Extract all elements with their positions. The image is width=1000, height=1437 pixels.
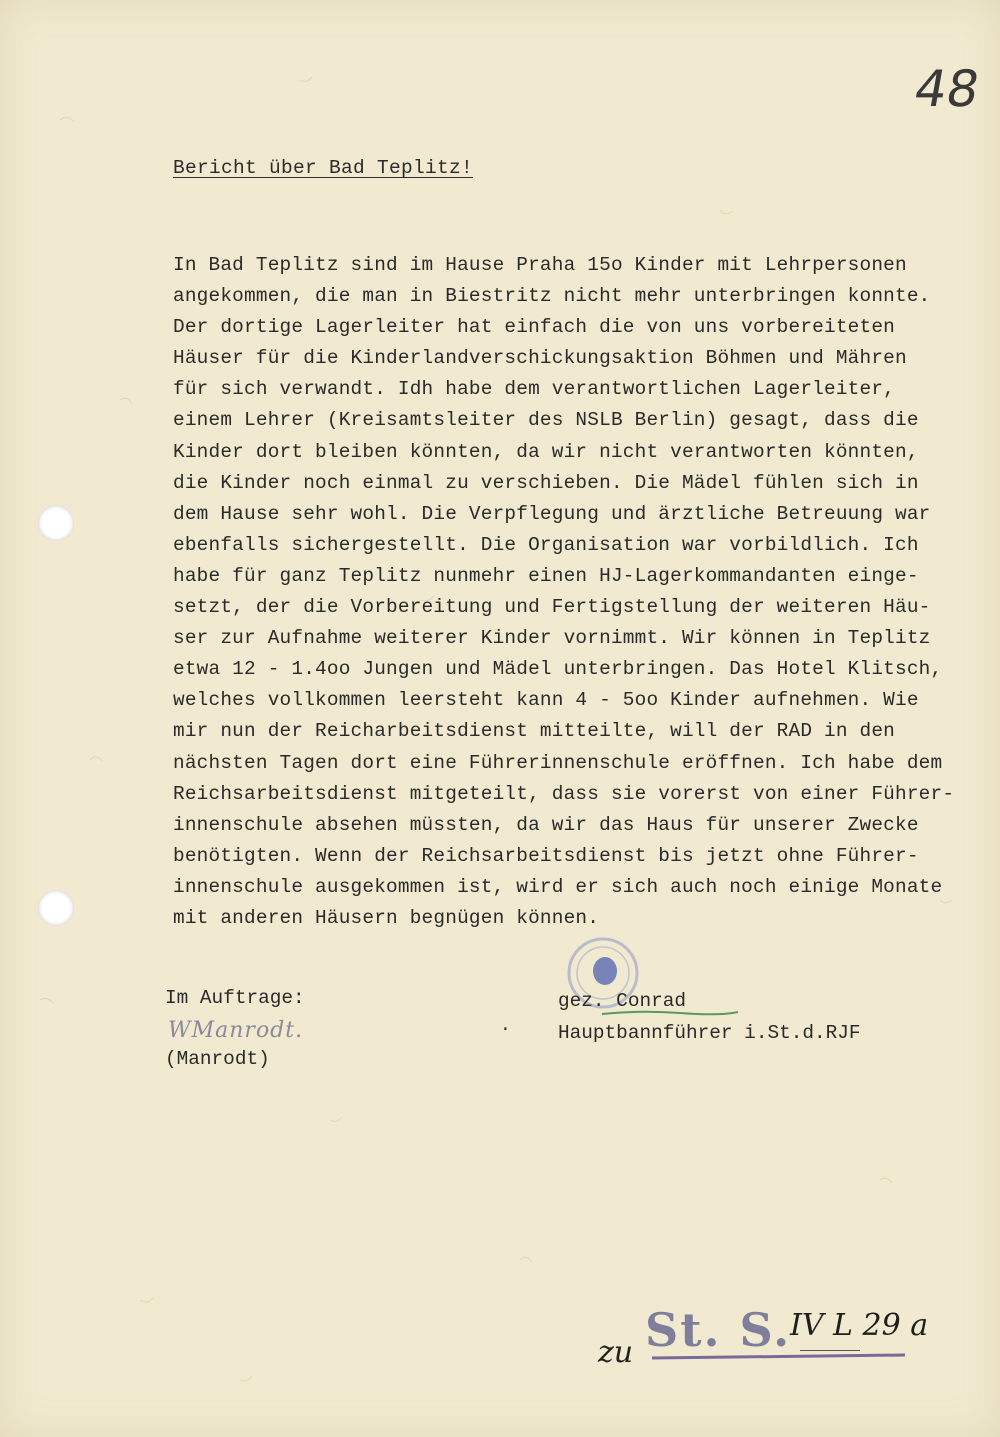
handwritten-reference: IV L 29 a — [790, 1308, 929, 1343]
green-underline — [600, 1008, 740, 1018]
body-line: ebenfalls sichergestellt. Die Organisation war vorbildlich. Ich — [173, 533, 919, 556]
punch-hole — [38, 505, 74, 541]
body-line: mit anderen Häusern begnügen können. — [173, 906, 600, 929]
body-line: benötigten. Wenn der Reichsarbeitsdienst bis jetzt ohne Führer- — [173, 844, 919, 867]
body-line: innenschule absehen müssten, da wir das Haus für unserer Zwecke — [173, 813, 919, 836]
body-line: habe für ganz Teplitz nunmehr einen HJ-Lagerkommandanten einge- — [173, 564, 919, 587]
body-line: welches vollkommen leersteht kann 4 - 5oo Kinder aufnehmen. Wie — [173, 689, 919, 712]
signer-name: (Manrodt) — [165, 1048, 270, 1070]
page-number: 48 — [909, 60, 984, 118]
body-line: innenschule ausgekommen ist, wird er sich auch noch einige Monate — [173, 875, 943, 898]
document-title: Bericht über Bad Teplitz! — [173, 157, 474, 179]
punch-hole — [38, 890, 74, 926]
handwritten-signature: WManrodt. — [168, 1018, 304, 1043]
mark-dot: · — [500, 1020, 511, 1040]
report-body — [173, 250, 973, 934]
body-line: setzt, der die Vorbereitung und Fertigstellung der weiteren Häu- — [173, 596, 931, 619]
body-line: für sich verwandt. Idh habe dem verantwortlichen Lagerleiter, — [173, 378, 896, 401]
body-line: dem Hause sehr wohl. Die Verpflegung und ärztliche Betreuung war — [173, 502, 931, 525]
archive-stamp: St. S. — [645, 1303, 792, 1357]
body-line: die Kinder noch einmal zu verschieben. Die Mädel fühlen sich in — [173, 471, 919, 494]
body-line: Der dortige Lagerleiter hat einfach die von uns vorbereiteten — [173, 316, 896, 339]
handwritten-prefix: zu — [598, 1335, 634, 1370]
signed-by: gez. Conrad — [558, 990, 686, 1012]
body-line: mir nun der Reicharbeitsdienst mitteilte, will der RAD in den — [173, 720, 896, 743]
body-line: Kinder dort bleiben könnten, da wir nicht verantworten könnten, — [173, 440, 919, 463]
on-behalf-label: Im Auftrage: — [165, 987, 305, 1009]
body-line: Reichsarbeitsdienst mitgeteilt, dass sie vorerst von einer Führer- — [173, 782, 955, 805]
body-line: etwa 12 - 1.4oo Jungen und Mädel unterbringen. Das Hotel Klitsch, — [173, 658, 943, 681]
signer-rank: Hauptbannführer i.St.d.RJF — [558, 1022, 861, 1044]
body-line: einem Lehrer (Kreisamtsleiter des NSLB Berlin) gesagt, dass die — [173, 409, 919, 432]
body-line: In Bad Teplitz sind im Hause Praha 15o Kinder mit Lehrpersonen — [173, 254, 907, 276]
body-line: ser zur Aufnahme weiterer Kinder vornimmt. Wir können in Teplitz — [173, 627, 931, 650]
body-line: angekommen, die man in Biestritz nicht mehr unterbringen konnte. — [173, 285, 931, 308]
body-line: nächsten Tagen dort eine Führerinnenschule eröffnen. Ich habe dem — [173, 751, 943, 774]
reference-underline — [650, 1350, 910, 1364]
body-line: Häuser für die Kinderlandverschickungsaktion Böhmen und Mähren — [173, 347, 907, 370]
